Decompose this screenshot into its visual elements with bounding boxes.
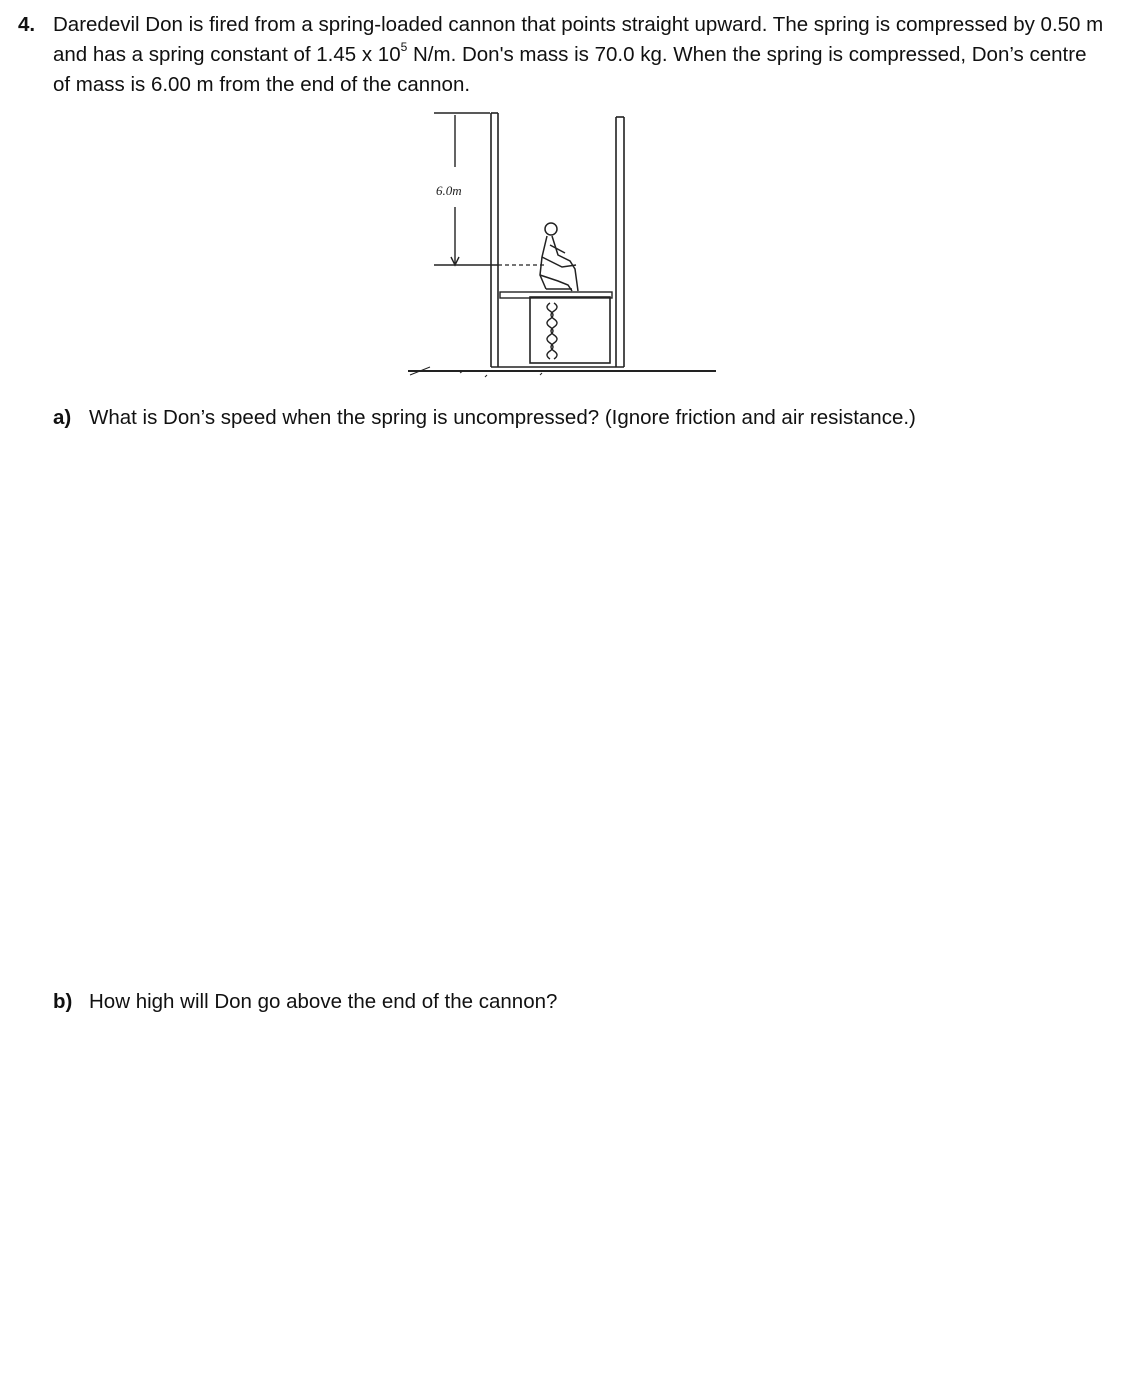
question-4: [18, 10, 1108, 100]
part-b: [53, 987, 557, 1017]
question-number: 4.: [18, 13, 36, 36]
part-a-text: What is Don’s speed when the spring is uncompressed? (Ignore friction and air resistance.): [89, 406, 916, 429]
cannon-diagram: [400, 105, 730, 395]
exponent: 5: [400, 40, 408, 55]
part-b-text: How high will Don go above the end of the cannon?: [89, 990, 558, 1013]
don-figure-icon: [540, 223, 578, 291]
spring-icon: [547, 303, 557, 359]
part-a-label: a): [53, 406, 72, 429]
question-text-part2: N/m. Don's mass is 70.0 kg. When the spring is compressed, Don’s centre of mass is 6.00 m from the end of the cannon.: [53, 43, 1087, 96]
part-b-label: b): [53, 990, 73, 1013]
question-text: [53, 10, 1108, 100]
spring-chamber: [530, 297, 610, 363]
part-a: [53, 403, 916, 433]
question-text-part1: Daredevil Don is fired from a spring-loaded cannon that points straight upward. The spring is compressed by 0.50 m and has a spring constant of 1.45 x 10: [53, 13, 1104, 66]
distance-label: 6.0m: [436, 183, 462, 198]
